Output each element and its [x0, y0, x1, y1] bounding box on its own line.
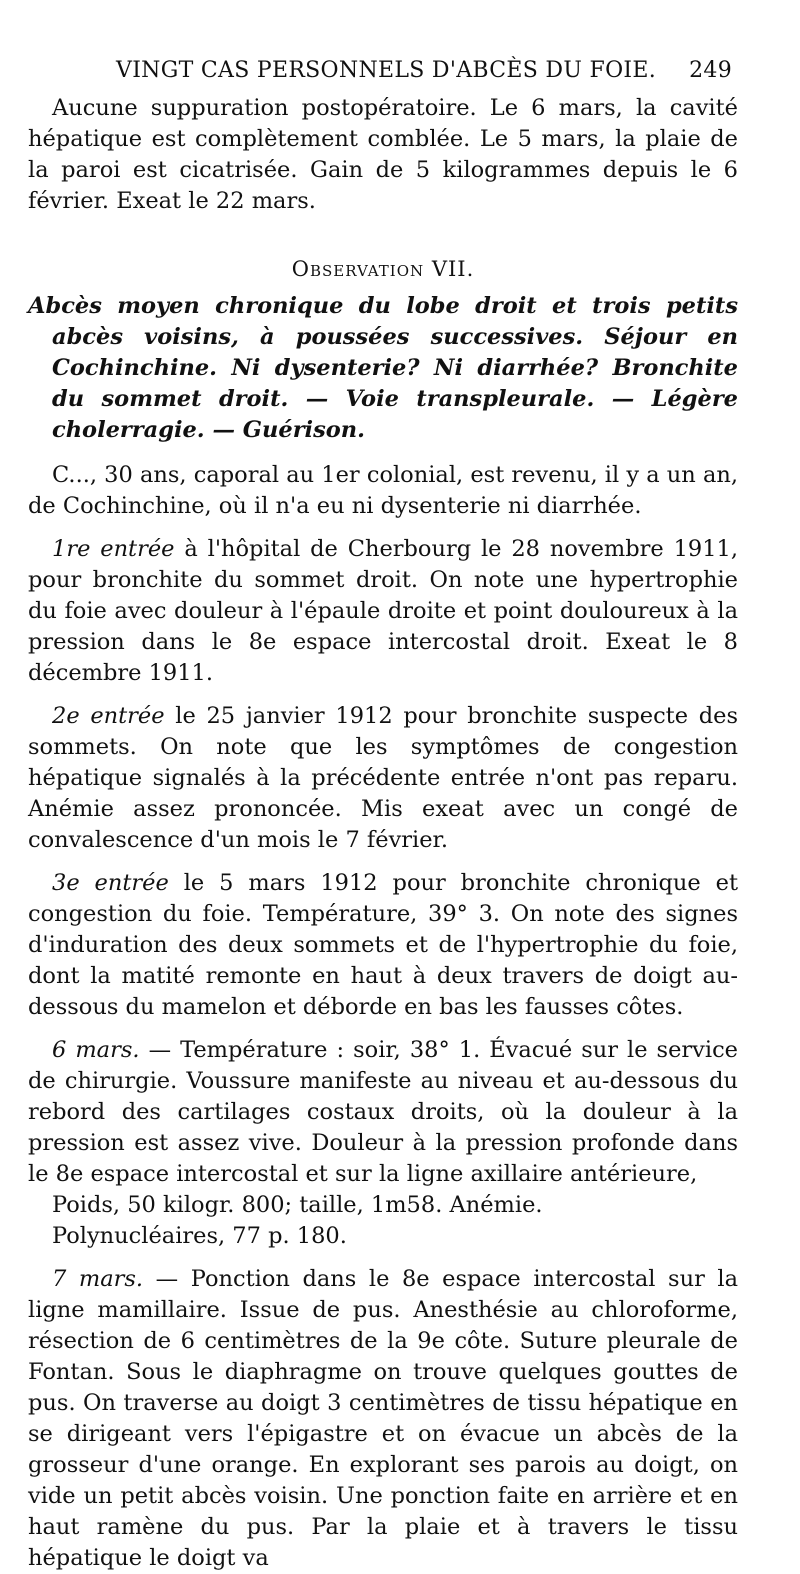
entry-1-label: 1re entrée: [52, 536, 175, 562]
page-number: 249: [689, 58, 732, 83]
entry-1-paragraph: [28, 534, 738, 689]
intro-paragraph: Aucune suppuration postopératoire. Le 6 mars, la cavité hépatique est complètement comblée. Le 5 mars, la plaie de la paroi est cicatrisée. Gain de 5 kilogrammes depuis le 6 février. Exeat le 22 mars.: [28, 95, 738, 214]
weight-line: Poids, 50 kilogr. 800; taille, 1m58. Anémie.: [52, 1192, 543, 1218]
observation-title: Observation VII.: [291, 257, 475, 281]
march-6-paragraph: [28, 1035, 738, 1190]
entry-3-text: le 5 mars 1912 pour bronchite chronique et congestion du foie. Température, 39° 3. On note des signes d'induration des deux sommets et de l'hypertrophie du foie, dont la matité remonte en haut à deux travers de doigt au-dessous du mamelon et déborde en bas les fausses côtes.: [28, 870, 738, 1020]
patient-paragraph: C..., 30 ans, caporal au 1er colonial, est revenu, il y a un an, de Cochinchine, où il n'a eu ni dysenterie ni diarrhée.: [28, 462, 738, 519]
march-7-label: 7 mars.: [52, 1266, 144, 1292]
observation-summary-block: [28, 291, 738, 446]
march-6-text: — Température : soir, 38° 1. Évacué sur le service de chirurgie. Voussure manifeste au niveau et au-dessous du rebord des cartilages costaux droits, où la douleur à la pression est assez vive. Douleur à la pression profonde dans le 8e espace intercostal et sur la ligne axillaire antérieure,: [28, 1037, 738, 1187]
march-6-label: 6 mars.: [52, 1037, 140, 1063]
entry-1-text: à l'hôpital de Cherbourg le 28 novembre 1911, pour bronchite du sommet droit. On note une hypertrophie du foie avec douleur à l'épaule droite et point douloureux à la pression dans le 8e espace intercostal droit. Exeat le 8 décembre 1911.: [28, 536, 738, 686]
march-7-paragraph: [28, 1264, 738, 1574]
running-header: [28, 58, 738, 83]
observation-summary: Abcès moyen chronique du lobe droit et trois petits abcès voisins, à poussées successives. Séjour en Cochinchine. Ni dysenterie? Ni diarrhée? Bronchite du sommet droit. — Voie transpleurale. — Légère cholerragie. — Guérison.: [28, 293, 738, 443]
entry-3-label: 3e entrée: [52, 870, 169, 896]
entry-3-paragraph: [28, 868, 738, 1023]
polynuclear-line: Polynucléaires, 77 p. 180.: [52, 1223, 347, 1249]
running-title: VINGT CAS PERSONNELS D'ABCÈS DU FOIE.: [116, 58, 657, 83]
entry-2-label: 2e entrée: [52, 703, 165, 729]
entry-2-paragraph: [28, 701, 738, 856]
measurements-block: [28, 1190, 738, 1252]
march-7-text: — Ponction dans le 8e espace intercostal sur la ligne mamillaire. Issue de pus. Anesthésie au chloroforme, résection de 6 centimètres de la 9e côte. Suture pleurale de Fontan. Sous le diaphragme on trouve quelques gouttes de pus. On traverse au doigt 3 centimètres de tissu hépatique en se dirigeant vers l'épigastre et on évacue un abcès de la grosseur d'une orange. En explorant ses parois au doigt, on vide un petit abcès voisin. Une ponction faite en arrière et en haut ramène du pus. Par la plaie et à travers le tissu hépatique le doigt va: [28, 1266, 739, 1571]
entry-2-text: le 25 janvier 1912 pour bronchite suspecte des sommets. On note que les symptômes de congestion hépatique signalés à la précédente entrée n'ont pas reparu. Anémie assez prononcée. Mis exeat avec un congé de convalescence d'un mois le 7 février.: [28, 703, 738, 853]
